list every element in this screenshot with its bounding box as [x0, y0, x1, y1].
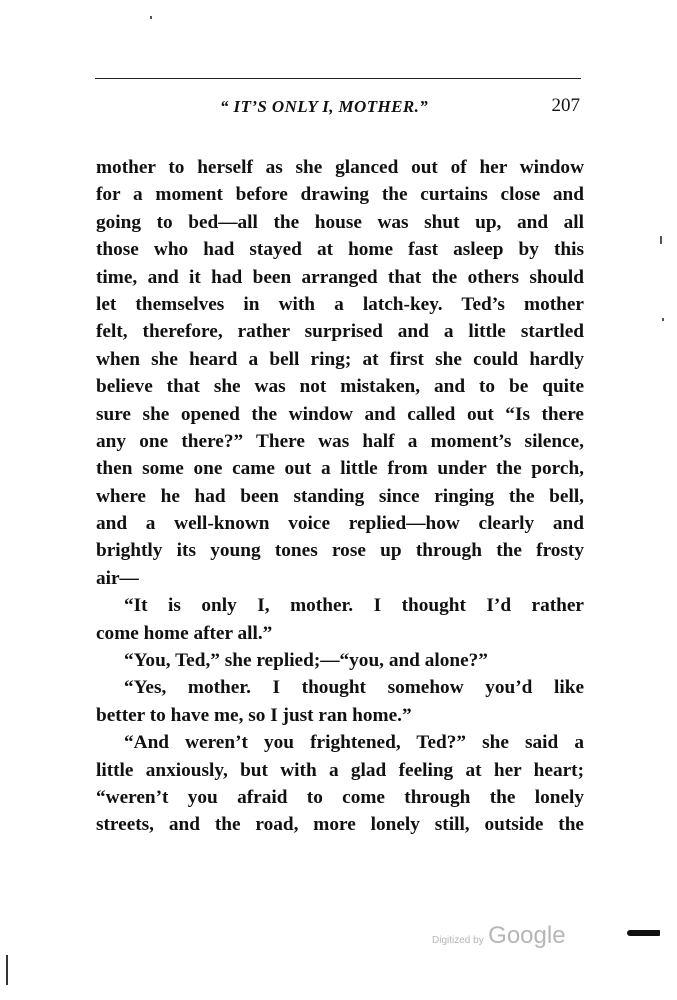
- text-line: where he had been standing since ringing the bell,: [96, 485, 584, 507]
- running-title: “ IT’S ONLY I, MOTHER.”: [220, 97, 429, 116]
- scan-edge-mark: [627, 930, 660, 936]
- text-line: time, and it had been arranged that the others should: [96, 266, 584, 288]
- text-line: believe that she was not mistaken, and to be quite: [96, 376, 584, 398]
- scan-speck: [660, 236, 662, 244]
- watermark-brand: Google: [488, 922, 566, 949]
- text-line: then some one came out a little from under the porch,: [96, 458, 584, 480]
- text-line: “weren’t you afraid to come through the lonely: [96, 786, 584, 808]
- text-line: any one there?” There was half a moment’s silence,: [96, 430, 584, 452]
- text-line: sure she opened the window and called out “Is there: [96, 403, 584, 425]
- text-line: better to have me, so I just ran home.”: [96, 704, 412, 726]
- text-line: brightly its young tones rose up through the frosty: [96, 540, 584, 562]
- text-line: come home after all.”: [96, 622, 273, 644]
- text-line: for a moment before drawing the curtains close and: [96, 184, 584, 206]
- text-line: “Yes, mother. I thought somehow you’d like: [124, 677, 584, 699]
- text-line: “And weren’t you frightened, Ted?” she said a: [124, 732, 584, 754]
- text-line: let themselves in with a latch-key. Ted’s mother: [96, 293, 584, 315]
- scan-speck: [662, 318, 664, 321]
- google-watermark: [432, 922, 566, 950]
- text-line: little anxiously, but with a glad feeling at her heart;: [96, 759, 584, 781]
- text-line: going to bed—all the house was shut up, and all: [96, 211, 584, 233]
- text-line: those who had stayed at home fast asleep by this: [96, 239, 584, 261]
- text-line: air—: [96, 567, 139, 589]
- scan-speck: [150, 16, 152, 19]
- text-line: and a well-known voice replied—how clearly and: [96, 513, 584, 535]
- text-line: “You, Ted,” she replied;—“you, and alone?”: [124, 650, 488, 672]
- header-rule: [95, 78, 581, 79]
- page-number: 207: [551, 95, 580, 116]
- text-line: mother to herself as she glanced out of her window: [96, 157, 584, 178]
- page-body: [96, 154, 584, 839]
- text-line: felt, therefore, rather surprised and a little startled: [96, 321, 584, 343]
- scan-edge-bar: [6, 955, 8, 985]
- watermark-prefix: Digitized by: [432, 935, 484, 946]
- text-line: “It is only I, mother. I thought I’d rather: [124, 595, 584, 617]
- running-head: [96, 95, 580, 129]
- text-line: streets, and the road, more lonely still, outside the: [96, 814, 584, 836]
- text-line: when she heard a bell ring; at first she could hardly: [96, 348, 584, 370]
